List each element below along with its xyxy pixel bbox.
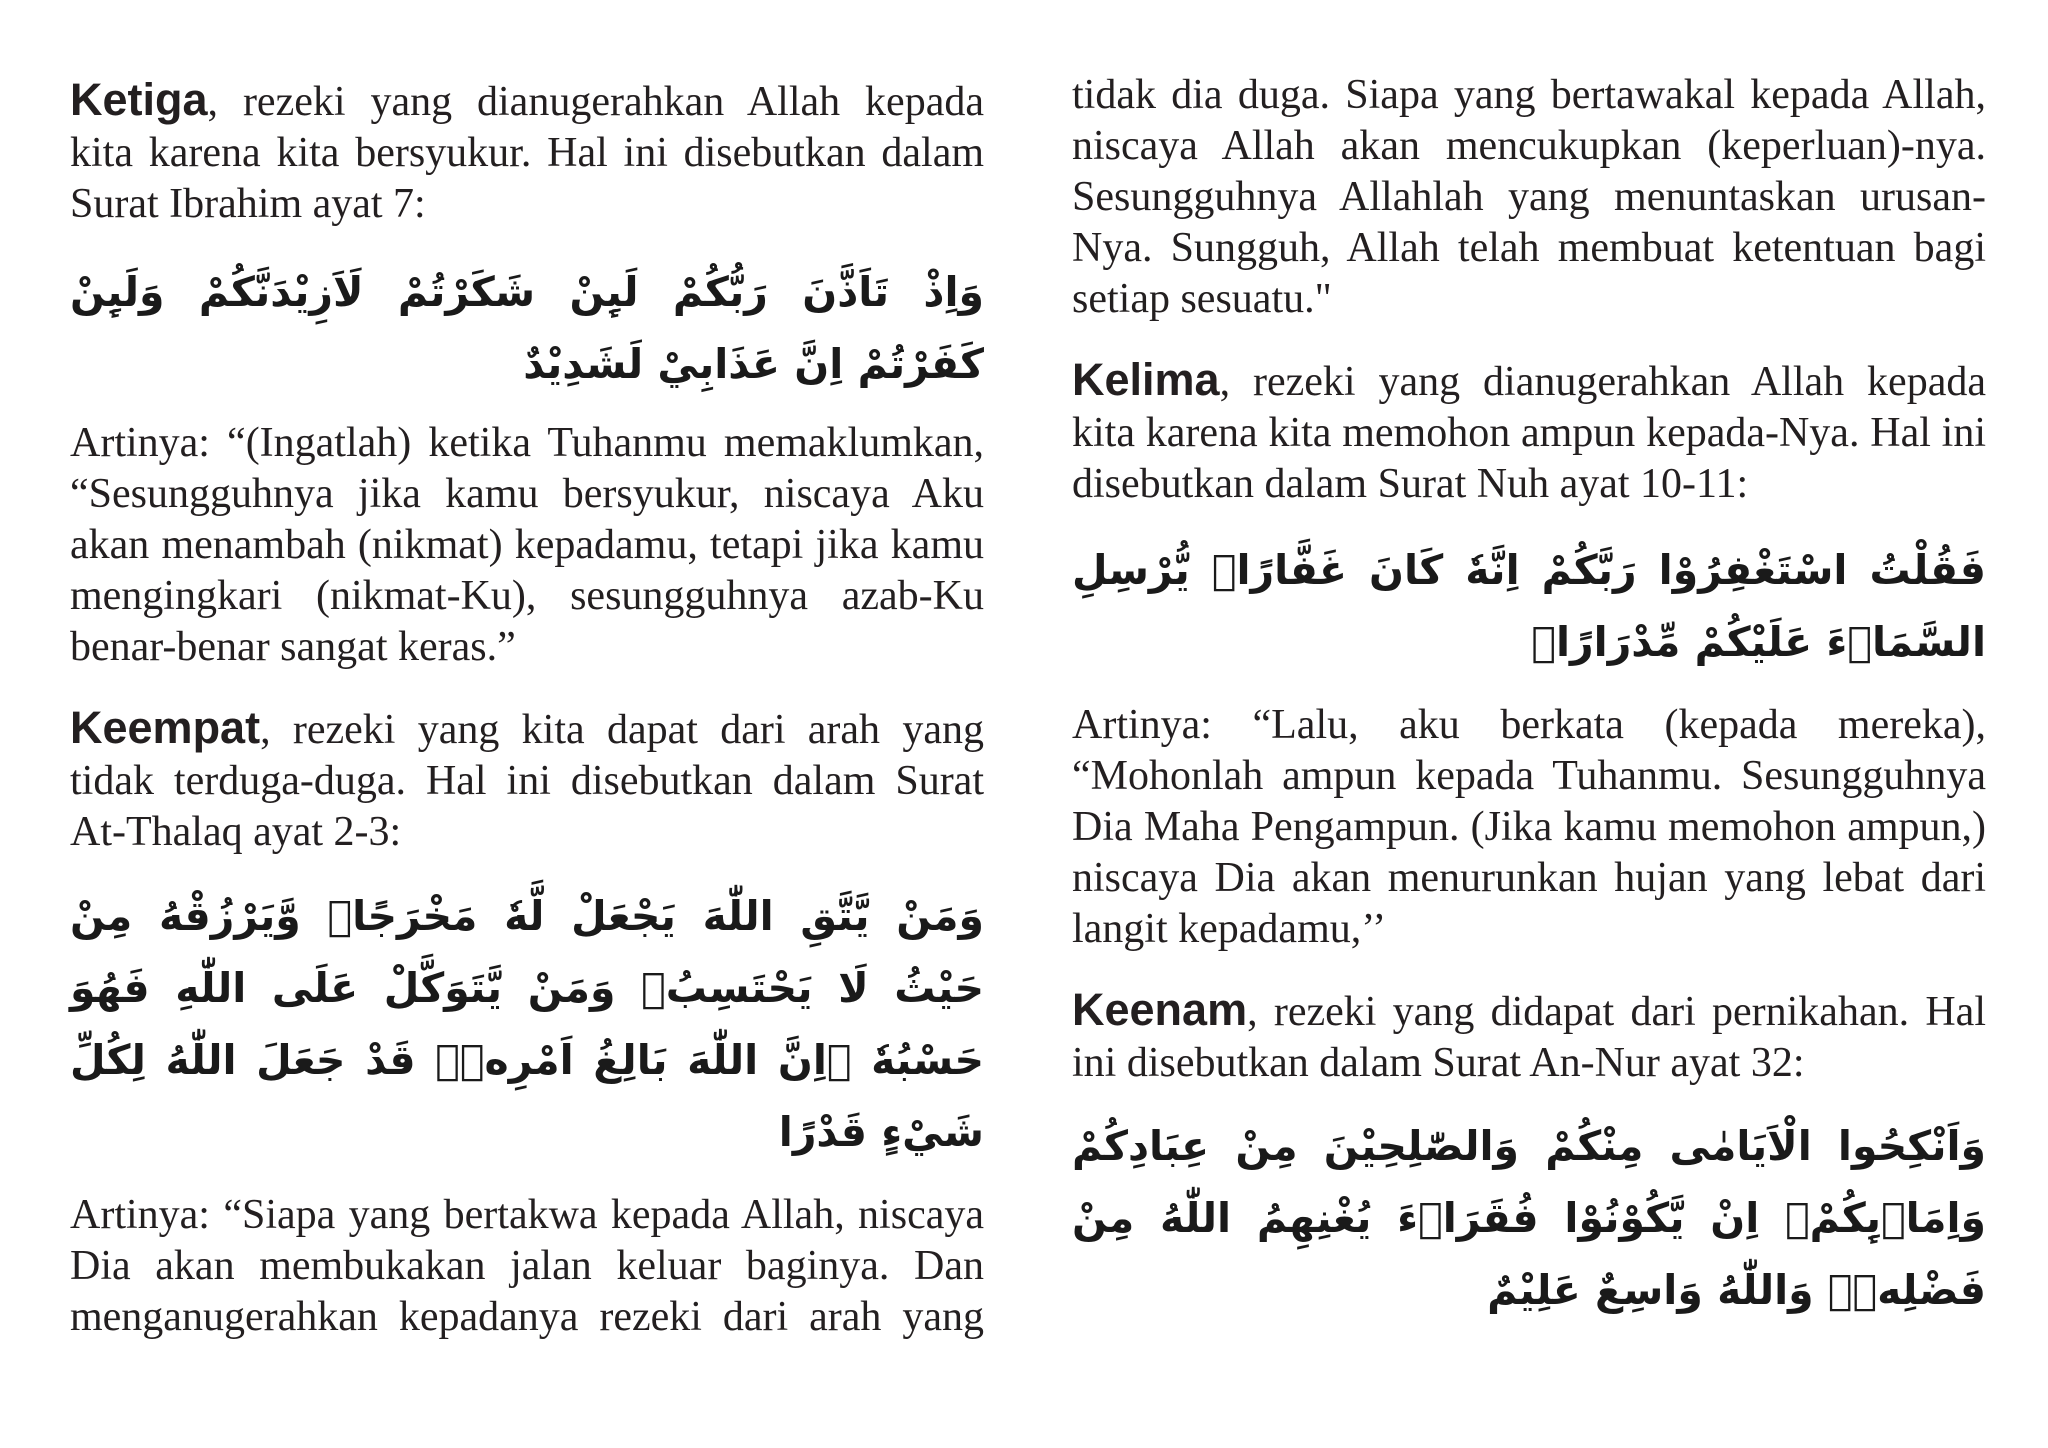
keenam-arabic-verse	[1072, 1110, 1986, 1326]
section-ketiga	[70, 74, 984, 230]
ketiga-arabic-verse	[70, 256, 984, 400]
keenam-heading: Keenam	[1072, 984, 1248, 1035]
ketiga-heading: Ketiga	[70, 74, 208, 125]
ketiga-arabic-text: وَاِذْ تَاَذَّنَ رَبُّكُمْ لَىِٕنْ شَكَرْتُمْ لَاَزِيْدَنَّكُمْ وَلَىِٕنْ كَفَرْتُمْ اِنَّ عَذَابِيْ لَشَدِيْدٌ	[70, 268, 984, 388]
ketiga-translation: Artinya: “(Ingatlah) ketika Tuhanmu memaklumkan, “Sesungguhnya jika kamu bersyukur, niscaya Aku akan menambah (nikmat) kepadamu, tetapi jika kamu mengingkari (nikmat-Ku), sesungguhnya azab-Ku benar-benar sangat keras.”	[70, 420, 984, 670]
section-keenam	[1072, 984, 1986, 1089]
keempat-translation-continued	[1072, 70, 1986, 325]
section-keempat	[70, 702, 984, 858]
keenam-arabic-text: وَاَنْكِحُوا الْاَيَامٰى مِنْكُمْ وَالصّٰلِحِيْنَ مِنْ عِبَادِكُمْ وَاِمَاۤىِٕكُمْۗ اِنْ يَّكُوْنُوْا فُقَرَاۤءَ يُغْنِهِمُ اللّٰهُ مِنْ فَضْلِهٖۗ وَاللّٰهُ وَاسِعٌ عَلِيْمٌ	[1072, 1122, 1986, 1314]
ketiga-paragraph	[70, 74, 984, 230]
keenam-text: , rezeki yang didapat dari pernikahan. Hal ini disebutkan dalam Surat An-Nur ayat 32:	[1072, 989, 1986, 1086]
kelima-arabic-text: فَقُلْتُ اسْتَغْفِرُوْا رَبَّكُمْ اِنَّهٗ كَانَ غَفَّارًاۙ يُّرْسِلِ السَّمَاۤءَ عَلَيْكُمْ مِّدْرَارًاۙ	[1072, 546, 1986, 666]
keempat-translation-block	[70, 1190, 984, 1343]
kelima-translation-block	[1072, 700, 1986, 955]
section-kelima	[1072, 354, 1986, 510]
keempat-arabic-text: وَمَنْ يَّتَّقِ اللّٰهَ يَجْعَلْ لَّهٗ مَخْرَجًاۙ وَّيَرْزُقْهُ مِنْ حَيْثُ لَا يَحْتَسِبُۗ وَمَنْ يَّتَوَكَّلْ عَلَى اللّٰهِ فَهُوَ حَسْبُهٗ ۗاِنَّ اللّٰهَ بَالِغُ اَمْرِهٖۗ قَدْ جَعَلَ اللّٰهُ لِكُلِّ شَيْءٍ قَدْرًا	[70, 892, 984, 1156]
keempat-arabic-verse	[70, 880, 984, 1168]
keenam-paragraph	[1072, 984, 1986, 1089]
keempat-translation: Artinya: “Siapa yang bertakwa kepada Allah, niscaya Dia akan membukakan jalan keluar baginya. Dan menganugerahkan kepadanya rezeki dari arah yang	[70, 1192, 984, 1340]
ketiga-text: , rezeki yang dianugerahkan Allah kepada kita karena kita bersyukur. Hal ini disebutkan dalam Surat Ibrahim ayat 7:	[70, 79, 984, 227]
keempat-heading: Keempat	[70, 702, 261, 753]
kelima-translation: Artinya: “Lalu, aku berkata (kepada mereka), “Mohonlah ampun kepada Tuhanmu. Sesungguhnya Dia Maha Pengampun. (Jika kamu memohon ampun,) niscaya Dia akan menurunkan hujan yang lebat dari langit kepadamu,’’	[1072, 702, 1986, 952]
kelima-arabic-verse	[1072, 534, 1986, 678]
kelima-text: , rezeki yang dianugerahkan Allah kepada kita karena kita memohon ampun kepada-Nya. Hal ini disebutkan dalam Surat Nuh ayat 10-11:	[1072, 359, 1986, 507]
kelima-heading: Kelima	[1072, 354, 1220, 405]
keempat-translation-cont: tidak dia duga. Siapa yang bertawakal kepada Allah, niscaya Allah akan mencukupkan (keperluan)-nya. Sesungguhnya Allahlah yang menuntaskan urusan-Nya. Sungguh, Allah telah membuat ketentuan bagi setiap sesuatu."	[1072, 72, 1986, 322]
keempat-text: , rezeki yang kita dapat dari arah yang tidak terduga-duga. Hal ini disebutkan dalam Surat At-Thalaq ayat 2-3:	[70, 707, 984, 855]
kelima-paragraph	[1072, 354, 1986, 510]
ketiga-translation-block	[70, 418, 984, 673]
keempat-paragraph	[70, 702, 984, 858]
